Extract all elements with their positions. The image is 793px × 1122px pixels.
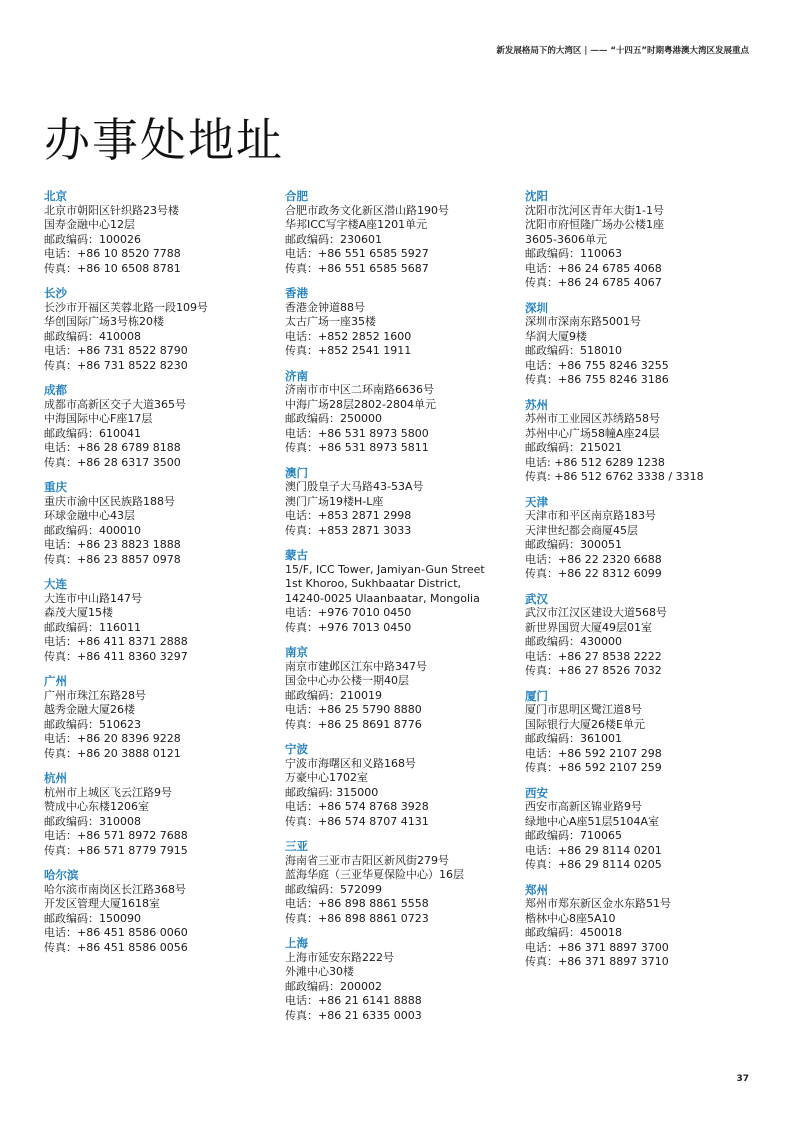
office-block xyxy=(285,645,521,732)
office-address-line: 华润大厦9楼 xyxy=(525,329,587,343)
office-block xyxy=(525,301,761,388)
office-city: 哈尔滨 xyxy=(44,868,79,882)
office-block xyxy=(285,839,521,926)
office-address-line: 邮政编码：110063 xyxy=(525,247,622,260)
office-address-line: 开发区管理大厦1618室 xyxy=(44,897,160,910)
office-address-line: 邮政编码：150090 xyxy=(44,911,141,925)
office-address-line: 电话：+86 28 6789 8188 xyxy=(44,441,181,454)
office-address-line: 电话：+86 731 8522 8790 xyxy=(44,344,188,357)
office-address-line: 太古广场一座35楼 xyxy=(285,315,376,328)
office-address-line: 邮政编码：410008 xyxy=(44,329,141,343)
office-address-line: 邮政编码：250000 xyxy=(285,412,382,425)
office-city: 杭州 xyxy=(44,771,67,785)
page-number: 37 xyxy=(736,1074,749,1084)
office-address-line: 国际银行大厦26楼E单元 xyxy=(525,717,645,731)
office-column-3 xyxy=(525,189,761,980)
office-city: 南京 xyxy=(285,645,308,659)
header-separator: | —— xyxy=(581,46,611,56)
office-block xyxy=(44,577,280,664)
office-block xyxy=(44,383,280,470)
office-block xyxy=(525,883,761,970)
office-city: 重庆 xyxy=(44,480,67,494)
office-address-line: 澳门广场19楼H-L座 xyxy=(285,494,384,508)
office-block xyxy=(44,480,280,567)
office-address-line: 传真：+86 10 6508 8781 xyxy=(44,261,181,275)
office-address-line: 电话：+86 531 8973 5800 xyxy=(285,426,429,440)
office-address-line: 邮政编码：610041 xyxy=(44,426,141,440)
office-address-line: 电话：+86 411 8371 2888 xyxy=(44,635,188,648)
office-address-line: 森茂大厦15楼 xyxy=(44,606,113,619)
office-address-line: 国寿金融中心12层 xyxy=(44,218,135,231)
office-block xyxy=(525,398,761,485)
office-address-line: 电话：+86 755 8246 3255 xyxy=(525,358,669,372)
office-address-line: 宁波市海曙区和义路168号 xyxy=(285,756,416,770)
office-address-line: 传真：+86 451 8586 0056 xyxy=(44,940,188,954)
office-address-line: 传真：+86 551 6585 5687 xyxy=(285,261,429,275)
office-column-1 xyxy=(44,189,280,965)
office-address-line: 邮政编码：100026 xyxy=(44,232,141,246)
office-city: 广州 xyxy=(44,674,67,688)
office-city: 天津 xyxy=(525,494,548,509)
office-address-line: 华邦ICC写字楼A座1201单元 xyxy=(285,218,428,231)
office-address-line: 郑州市郑东新区金水东路51号 xyxy=(525,897,671,910)
office-address-line: 广州市珠江东路28号 xyxy=(44,688,146,702)
office-address-line: 传真：+86 731 8522 8230 xyxy=(44,358,188,372)
office-address-line: 传真：+86 898 8861 0723 xyxy=(285,911,429,925)
header-right: “十四五”时期粤港澳大湾区发展重点 xyxy=(610,46,749,56)
office-address-line: 传真：+86 28 6317 3500 xyxy=(44,455,181,469)
office-address-line: 传真：+86 29 8114 0205 xyxy=(525,858,662,871)
office-address-line: 西安市高新区锦业路9号 xyxy=(525,800,642,813)
office-address-line: 新世界国贸大厦49层01室 xyxy=(525,620,652,634)
office-address-line: 传真：+86 592 2107 259 xyxy=(525,761,662,774)
office-city: 长沙 xyxy=(44,286,67,300)
office-block xyxy=(285,742,521,829)
office-address-line: 电话：+853 2871 2998 xyxy=(285,509,412,522)
office-address-line: 万豪中心1702室 xyxy=(285,771,368,784)
office-address-line: 邮政编码：230601 xyxy=(285,232,382,246)
office-city: 三亚 xyxy=(285,839,308,853)
office-address-line: 传真：+86 755 8246 3186 xyxy=(525,373,669,386)
office-address-line: 邮政编码：710065 xyxy=(525,829,622,842)
office-block xyxy=(44,771,280,858)
office-address-line: 传真：+853 2871 3033 xyxy=(285,523,412,537)
office-city: 澳门 xyxy=(285,465,308,480)
running-header xyxy=(496,44,749,56)
office-address-line: 大连市中山路147号 xyxy=(44,591,142,605)
office-column-2 xyxy=(285,189,521,1033)
office-address-line: 香港金钟道88号 xyxy=(285,300,365,314)
office-address-line: 邮政编码：116011 xyxy=(44,620,141,634)
office-block xyxy=(525,592,761,679)
office-address-line: 电话：+976 7010 0450 xyxy=(285,606,412,619)
office-address-line: 邮政编码：300051 xyxy=(525,538,622,551)
page-title: 办事处地址 xyxy=(44,113,284,167)
office-address-line: 外滩中心30楼 xyxy=(285,965,354,978)
office-city: 深圳 xyxy=(525,300,548,315)
office-address-line: 电话：+86 23 8823 1888 xyxy=(44,538,181,551)
office-block xyxy=(525,189,761,291)
office-address-line: 海南省三亚市吉阳区新风街279号 xyxy=(285,853,449,867)
office-address-line: 电话: +86 512 6289 1238 xyxy=(525,455,665,469)
office-address-line: 北京市朝阳区针织路23号楼 xyxy=(44,203,179,217)
office-address-line: 传真：+86 411 8360 3297 xyxy=(44,649,188,663)
office-city: 苏州 xyxy=(525,397,548,412)
office-address-line: 邮政编码：518010 xyxy=(525,344,622,357)
office-address-line: 传真：+86 571 8779 7915 xyxy=(44,843,188,857)
office-block xyxy=(44,189,280,276)
office-address-line: 传真：+86 22 8312 6099 xyxy=(525,567,662,580)
office-address-line: 邮政编码：200002 xyxy=(285,979,382,993)
office-city: 成都 xyxy=(44,383,67,397)
office-city: 香港 xyxy=(285,286,308,300)
office-address-line: 邮政编码：361001 xyxy=(525,732,622,745)
office-address-line: 3605-3606单元 xyxy=(525,232,607,246)
office-block xyxy=(525,689,761,776)
office-address-line: 电话：+86 898 8861 5558 xyxy=(285,897,429,910)
office-address-line: 15/F, ICC Tower, Jamiyan-Gun Street xyxy=(285,562,485,576)
office-address-line: 上海市延安东路222号 xyxy=(285,950,394,964)
office-city: 合肥 xyxy=(285,189,308,203)
office-address-line: 传真：+86 23 8857 0978 xyxy=(44,552,181,566)
office-address-line: 电话：+86 29 8114 0201 xyxy=(525,843,662,857)
office-address-line: 厦门市思明区鹭江道8号 xyxy=(525,703,642,716)
office-block xyxy=(285,189,521,276)
office-block xyxy=(285,548,521,635)
office-city: 郑州 xyxy=(525,882,548,897)
office-address-line: 电话：+86 24 6785 4068 xyxy=(525,261,662,275)
office-address-line: 沈阳市府恒隆广场办公楼1座 xyxy=(525,218,664,231)
office-address-line: 蓝海华庭（三亚华夏保险中心）16层 xyxy=(285,868,464,881)
office-city: 济南 xyxy=(285,368,308,383)
office-address-line: 14240-0025 Ulaanbaatar, Mongolia xyxy=(285,591,480,605)
office-address-line: 越秀金融大厦26楼 xyxy=(44,703,135,716)
office-block xyxy=(285,286,521,359)
office-city: 宁波 xyxy=(285,742,308,756)
office-address-line: 中海国际中心F座17层 xyxy=(44,412,153,425)
office-address-line: 中海广场28层2802-2804单元 xyxy=(285,397,436,411)
office-city: 沈阳 xyxy=(525,189,548,203)
office-address-line: 国金中心办公楼一期40层 xyxy=(285,674,409,687)
office-address-line: 绿地中心A座51层5104A室 xyxy=(525,814,660,828)
office-address-line: 邮政编码: 315000 xyxy=(285,785,379,799)
office-address-line: 电话：+852 2852 1600 xyxy=(285,329,412,343)
office-address-line: 电话：+86 371 8897 3700 xyxy=(525,940,669,954)
office-address-line: 电话：+86 25 5790 8880 xyxy=(285,703,422,716)
office-block xyxy=(525,786,761,873)
office-address-line: 苏州市工业园区苏绣路58号 xyxy=(525,412,660,425)
office-address-line: 传真：+86 25 8691 8776 xyxy=(285,717,422,731)
office-city: 大连 xyxy=(44,577,67,591)
office-address-line: 电话：+86 574 8768 3928 xyxy=(285,800,429,813)
office-address-line: 电话：+86 451 8586 0060 xyxy=(44,926,188,939)
office-block xyxy=(285,466,521,539)
office-address-line: 传真：+86 21 6335 0003 xyxy=(285,1008,422,1022)
office-address-line: 邮政编码：510623 xyxy=(44,717,141,731)
office-address-line: 电话：+86 551 6585 5927 xyxy=(285,247,429,260)
office-address-line: 合肥市政务文化新区潜山路190号 xyxy=(285,203,449,217)
office-address-line: 天津世纪都会商厦45层 xyxy=(525,523,638,537)
office-address-line: 邮政编码：210019 xyxy=(285,688,382,702)
office-address-line: 传真：+852 2541 1911 xyxy=(285,344,412,357)
office-address-line: 邮政编码：572099 xyxy=(285,882,382,896)
office-address-line: 传真：+86 24 6785 4067 xyxy=(525,276,662,289)
office-city: 上海 xyxy=(285,936,308,950)
office-address-line: 传真：+86 20 3888 0121 xyxy=(44,746,181,760)
office-address-line: 深圳市深南东路5001号 xyxy=(525,315,641,328)
office-address-line: 澳门殷皇子大马路43-53A号 xyxy=(285,480,424,493)
office-address-line: 邮政编码：310008 xyxy=(44,814,141,828)
office-address-line: 重庆市渝中区民族路188号 xyxy=(44,494,175,508)
office-address-line: 华创国际广场3号栋20楼 xyxy=(44,315,164,328)
office-address-line: 电话：+86 20 8396 9228 xyxy=(44,732,181,745)
office-address-line: 邮政编码：215021 xyxy=(525,441,622,454)
header-left: 新发展格局下的大湾区 xyxy=(496,46,582,56)
office-address-line: 传真：+976 7013 0450 xyxy=(285,620,412,634)
office-address-line: 济南市市中区二环南路6636号 xyxy=(285,383,434,396)
office-block xyxy=(285,369,521,456)
office-address-line: 1st Khoroo, Sukhbaatar District, xyxy=(285,577,462,590)
office-address-line: 沈阳市沈河区青年大街1-1号 xyxy=(525,203,664,217)
office-city: 武汉 xyxy=(525,591,548,606)
office-address-line: 传真：+86 531 8973 5811 xyxy=(285,441,429,454)
office-address-line: 电话：+86 592 2107 298 xyxy=(525,746,662,760)
office-address-line: 邮政编码：400010 xyxy=(44,523,141,537)
office-address-line: 武汉市江汉区建设大道568号 xyxy=(525,606,667,619)
office-city: 北京 xyxy=(44,189,67,203)
office-address-line: 楷林中心8座5A10 xyxy=(525,911,616,925)
office-address-line: 电话：+86 571 8972 7688 xyxy=(44,829,188,842)
office-address-line: 电话：+86 21 6141 8888 xyxy=(285,994,422,1007)
office-address-line: 电话：+86 22 2320 6688 xyxy=(525,552,662,566)
office-address-line: 传真：+86 371 8897 3710 xyxy=(525,955,669,968)
office-address-line: 环球金融中心43层 xyxy=(44,509,135,522)
office-address-line: 成都市高新区交子大道365号 xyxy=(44,397,186,411)
office-address-line: 赞成中心东楼1206室 xyxy=(44,800,149,813)
office-address-line: 传真：+86 574 8707 4131 xyxy=(285,814,429,828)
office-address-line: 杭州市上城区飞云江路9号 xyxy=(44,785,172,799)
office-block xyxy=(44,868,280,955)
office-block xyxy=(285,936,521,1023)
office-address-line: 传真：+86 27 8526 7032 xyxy=(525,664,662,677)
office-address-line: 长沙市开福区芙蓉北路一段109号 xyxy=(44,300,208,314)
office-block xyxy=(44,286,280,373)
office-city: 蒙古 xyxy=(285,548,308,562)
office-address-line: 天津市和平区南京路183号 xyxy=(525,509,656,522)
office-city: 西安 xyxy=(525,785,548,800)
office-address-line: 电话：+86 10 8520 7788 xyxy=(44,247,181,260)
office-address-line: 电话：+86 27 8538 2222 xyxy=(525,649,662,663)
office-address-line: 传真: +86 512 6762 3338 / 3318 xyxy=(525,470,704,483)
office-address-line: 苏州中心广场58幢A座24层 xyxy=(525,426,660,440)
office-city: 厦门 xyxy=(525,688,548,703)
office-block xyxy=(44,674,280,761)
office-block xyxy=(525,495,761,582)
office-address-line: 邮政编码：430000 xyxy=(525,635,622,648)
office-address-line: 南京市建邺区江东中路347号 xyxy=(285,659,427,673)
office-address-line: 哈尔滨市南岗区长江路368号 xyxy=(44,882,186,896)
office-address-line: 邮政编码：450018 xyxy=(525,926,622,939)
